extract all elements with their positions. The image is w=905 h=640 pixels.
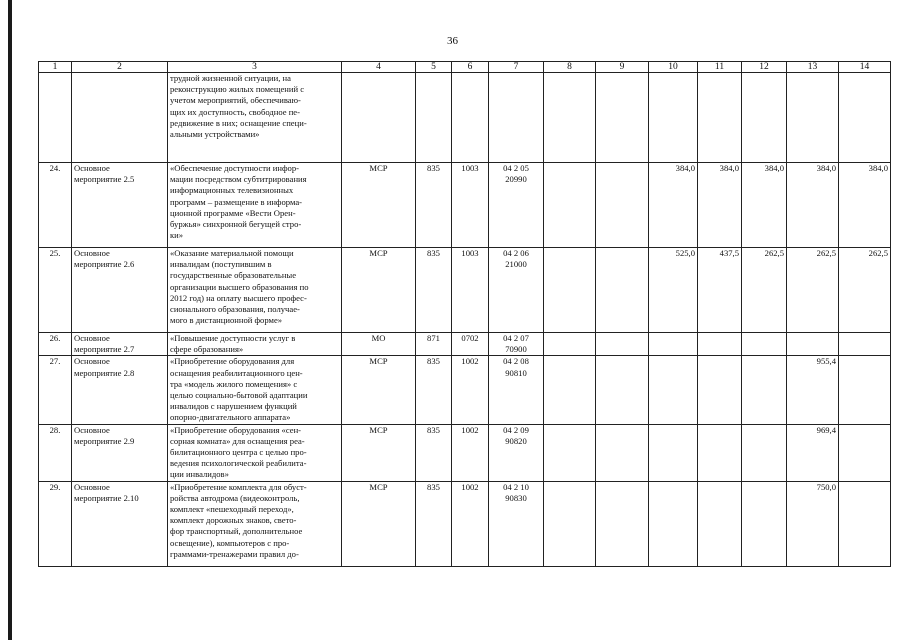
responsible-executor-cell: МО (342, 333, 416, 356)
year-value-cell-13: 384,0 (787, 163, 839, 248)
responsible-executor-cell: МСР (342, 163, 416, 248)
measure-description-cell: «Приобретение комплекта для обуст- ройства автодрома (видеоконтроль, комплект «пешеходный переход», комплект дорожных знаков, свето- фор транспортный, дополнительное освещение), компьютеров с про- граммами-тренажерами правил до- (168, 481, 342, 566)
section-code-cell (452, 73, 489, 163)
grbs-code-cell: 871 (416, 333, 452, 356)
target-article-cell: 04 2 06 21000 (489, 248, 544, 333)
column-number-4: 4 (342, 62, 416, 73)
section-code-cell: 0702 (452, 333, 489, 356)
year-value-cell-13: 750,0 (787, 481, 839, 566)
column-number-5: 5 (416, 62, 452, 73)
year-value-cell-13: 969,4 (787, 424, 839, 481)
column-number-13: 13 (787, 62, 839, 73)
column-8-cell (544, 163, 596, 248)
column-8-cell (544, 248, 596, 333)
year-value-cell-12 (742, 333, 787, 356)
year-value-cell-13: 955,4 (787, 356, 839, 424)
measure-name-cell (72, 73, 168, 163)
responsible-executor-cell: МСР (342, 424, 416, 481)
responsible-executor-cell: МСР (342, 248, 416, 333)
column-8-cell (544, 424, 596, 481)
table-body (39, 62, 891, 567)
year-value-cell-12 (742, 424, 787, 481)
scan-edge-bar (8, 0, 12, 640)
target-article-cell: 04 2 10 90830 (489, 481, 544, 566)
grbs-code-cell: 835 (416, 356, 452, 424)
column-number-3: 3 (168, 62, 342, 73)
responsible-executor-cell: МСР (342, 356, 416, 424)
column-8-cell (544, 333, 596, 356)
grbs-code-cell: 835 (416, 481, 452, 566)
row-number-cell: 27. (39, 356, 72, 424)
section-code-cell: 1003 (452, 163, 489, 248)
measure-description-cell: «Обеспечение доступности инфор- мации посредством субтитрирования информационных телевизионных программ – размещение в информа- ционной программе «Вести Орен- буржья» синхронной бегущей стро- ки» (168, 163, 342, 248)
section-code-cell: 1002 (452, 424, 489, 481)
year-value-cell-10 (649, 424, 698, 481)
measure-name-cell: Основное мероприятие 2.7 (72, 333, 168, 356)
measure-name-cell: Основное мероприятие 2.8 (72, 356, 168, 424)
row-number-cell: 26. (39, 333, 72, 356)
column-9-cell (596, 424, 649, 481)
column-number-7: 7 (489, 62, 544, 73)
page-number: 36 (447, 35, 458, 47)
measure-name-cell: Основное мероприятие 2.6 (72, 248, 168, 333)
responsible-executor-cell (342, 73, 416, 163)
year-value-cell-12: 262,5 (742, 248, 787, 333)
year-value-cell-10 (649, 73, 698, 163)
year-value-cell-11 (698, 73, 742, 163)
column-number-8: 8 (544, 62, 596, 73)
program-table (38, 61, 891, 567)
table-row (39, 248, 891, 333)
column-number-row (39, 62, 891, 73)
year-value-cell-10 (649, 333, 698, 356)
column-9-cell (596, 356, 649, 424)
grbs-code-cell: 835 (416, 424, 452, 481)
year-value-cell-12: 384,0 (742, 163, 787, 248)
column-number-10: 10 (649, 62, 698, 73)
target-article-cell: 04 2 07 70900 (489, 333, 544, 356)
table-row (39, 163, 891, 248)
year-value-cell-12 (742, 356, 787, 424)
year-value-cell-10: 525,0 (649, 248, 698, 333)
measure-description-cell: «Повышение доступности услуг в сфере образования» (168, 333, 342, 356)
grbs-code-cell: 835 (416, 163, 452, 248)
column-number-2: 2 (72, 62, 168, 73)
grbs-code-cell: 835 (416, 248, 452, 333)
measure-description-cell: «Приобретение оборудования «сен- сорная комната» для оснащения реа- билитационного центра с целью про- ведения психологической реабилита- ции инвалидов» (168, 424, 342, 481)
column-9-cell (596, 73, 649, 163)
year-value-cell-13 (787, 333, 839, 356)
row-number-cell: 24. (39, 163, 72, 248)
year-value-cell-11 (698, 333, 742, 356)
column-number-6: 6 (452, 62, 489, 73)
column-number-9: 9 (596, 62, 649, 73)
column-8-cell (544, 73, 596, 163)
responsible-executor-cell: МСР (342, 481, 416, 566)
column-8-cell (544, 481, 596, 566)
table-row (39, 73, 891, 163)
column-number-1: 1 (39, 62, 72, 73)
year-value-cell-14 (839, 333, 891, 356)
target-article-cell: 04 2 08 90810 (489, 356, 544, 424)
year-value-cell-13 (787, 73, 839, 163)
year-value-cell-10: 384,0 (649, 163, 698, 248)
target-article-cell: 04 2 05 20990 (489, 163, 544, 248)
column-number-12: 12 (742, 62, 787, 73)
grbs-code-cell (416, 73, 452, 163)
column-8-cell (544, 356, 596, 424)
row-number-cell: 29. (39, 481, 72, 566)
column-9-cell (596, 248, 649, 333)
year-value-cell-11 (698, 481, 742, 566)
year-value-cell-12 (742, 481, 787, 566)
row-number-cell: 28. (39, 424, 72, 481)
section-code-cell: 1002 (452, 356, 489, 424)
column-9-cell (596, 163, 649, 248)
table-row (39, 356, 891, 424)
year-value-cell-10 (649, 356, 698, 424)
year-value-cell-14 (839, 356, 891, 424)
column-number-14: 14 (839, 62, 891, 73)
year-value-cell-11 (698, 424, 742, 481)
target-article-cell (489, 73, 544, 163)
table-row (39, 333, 891, 356)
measure-description-cell: трудной жизненной ситуации, на реконструкцию жилых помещений с учетом мероприятий, обеспечиваю- щих их доступность, свободное пе- редвижение в них; оснащение специ- альными устройствами» (168, 73, 342, 163)
year-value-cell-13: 262,5 (787, 248, 839, 333)
column-9-cell (596, 481, 649, 566)
year-value-cell-14 (839, 424, 891, 481)
row-number-cell (39, 73, 72, 163)
year-value-cell-10 (649, 481, 698, 566)
year-value-cell-11: 437,5 (698, 248, 742, 333)
year-value-cell-11 (698, 356, 742, 424)
year-value-cell-14 (839, 73, 891, 163)
row-number-cell: 25. (39, 248, 72, 333)
measure-name-cell: Основное мероприятие 2.5 (72, 163, 168, 248)
measure-description-cell: «Приобретение оборудования для оснащения реабилитационного цен- тра «модель жилого помещения» с целью социально-бытовой адаптации инвалидов с нарушением функций опорно-двигательного аппарата» (168, 356, 342, 424)
target-article-cell: 04 2 09 90820 (489, 424, 544, 481)
year-value-cell-11: 384,0 (698, 163, 742, 248)
table-row (39, 424, 891, 481)
column-9-cell (596, 333, 649, 356)
table-row (39, 481, 891, 566)
year-value-cell-12 (742, 73, 787, 163)
year-value-cell-14: 384,0 (839, 163, 891, 248)
column-number-11: 11 (698, 62, 742, 73)
measure-name-cell: Основное мероприятие 2.9 (72, 424, 168, 481)
measure-description-cell: «Оказание материальной помощи инвалидам (поступившим в государственные образовательные организации высшего образования по 2012 год) на оплату высшего профес- сионального образования, получае- мого в дистанционной форме» (168, 248, 342, 333)
section-code-cell: 1002 (452, 481, 489, 566)
year-value-cell-14 (839, 481, 891, 566)
section-code-cell: 1003 (452, 248, 489, 333)
measure-name-cell: Основное мероприятие 2.10 (72, 481, 168, 566)
year-value-cell-14: 262,5 (839, 248, 891, 333)
